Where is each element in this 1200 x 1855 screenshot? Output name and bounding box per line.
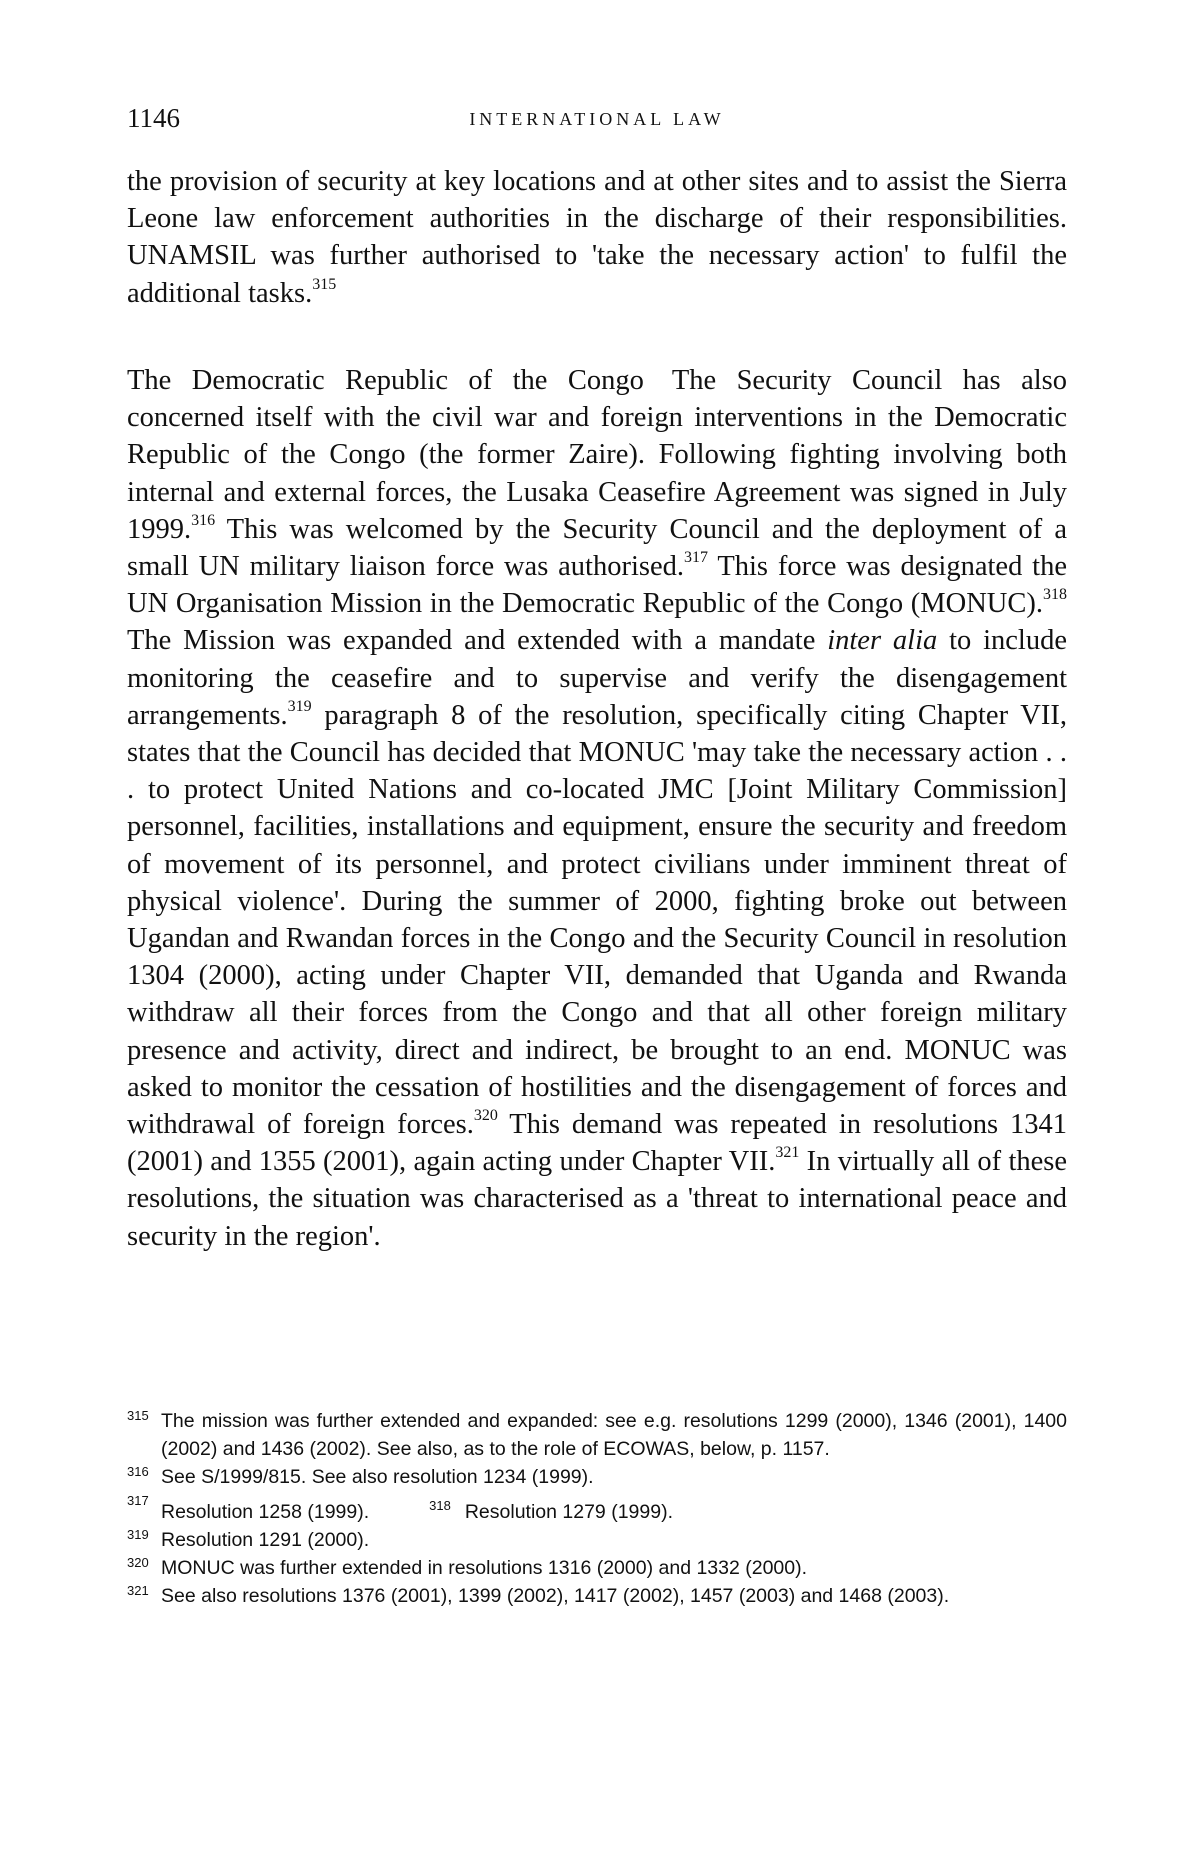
footnote-ref-315[interactable]: 315 (312, 275, 337, 293)
footnote-316 (127, 1463, 1067, 1491)
footnote-ref-320[interactable]: 320 (473, 1107, 498, 1125)
footnote-ref-316[interactable]: 316 (191, 511, 216, 529)
footnote-ref-321[interactable]: 321 (775, 1144, 800, 1162)
footnote-text: MONUC was further extended in resolutions 1316 (2000) and 1332 (2000). (161, 1557, 808, 1580)
footnote-text: Resolution 1291 (2000). (161, 1528, 370, 1551)
footnote-text: The mission was further extended and expanded: see e.g. resolutions 1299 (2000), 1346 (2001), 1400 (2002) and 1436 (2002). See also, as to the role of ECOWAS, below, p. 1157. (161, 1410, 1067, 1461)
paragraph-text: This demand was repeated in resolutions 1341 (2001) and 1355 (2001), again acting under Chapter VII. (127, 1109, 1067, 1178)
footnote-text: Resolution 1258 (1999). (161, 1500, 370, 1523)
running-title: INTERNATIONAL LAW (469, 109, 725, 129)
footnote-ref-319[interactable]: 319 (287, 697, 312, 715)
footnote-number: 316 (127, 1464, 149, 1480)
footnote-text: Resolution 1279 (1999). (464, 1500, 673, 1523)
paragraph-congo (127, 362, 1067, 1255)
footnote-ref-318[interactable]: 318 (1043, 586, 1067, 604)
footnotes-section (127, 1407, 1067, 1610)
paragraph-text: The Security Council has also concerned itself with the civil war and foreign interventions in the Democratic Republic of the Congo (the former Zaire). Following fighting involving both internal and external forces, the Lusaka Ceasefire Agreement was signed in July 1999. (127, 365, 1067, 545)
paragraph-text: In virtually all of these resolutions, the situation was characterised as a 'threat to international peace and security in the region'. (127, 1146, 1067, 1252)
paragraph-text: the provision of security at key locations and at other sites and to assist the Sierra Leone law enforcement authorities in the discharge of their responsibilities. UNAMSIL was further authorised to 'take the necessary action' to fulfil the additional tasks. (127, 166, 1067, 309)
section-run-in-heading: The Democratic Republic of the Congo (127, 365, 644, 396)
footnote-320 (127, 1554, 1067, 1582)
paragraph-unamsil (127, 163, 1067, 312)
footnote-number: 315 (127, 1408, 149, 1423)
footnote-number: 317 (127, 1492, 149, 1508)
paragraph-text: paragraph 8 of the resolution, specifically citing Chapter VII, states that the Council has decided that MONUC 'may take the necessary action . . . to protect United Nations and co-located JMC [Joint Military Commission] personnel, facilities, installations and equipment, ensure the security and freedom of movement of its personnel, and protect civilians under imminent threat of physical violence'. During the summer of 2000, fighting broke out between Ugandan and Rwandan forces in the Congo and the Security Council in resolution 1304 (2000), acting under Chapter VII, demanded that Uganda and Rwanda withdraw all their forces from the Congo and that all other foreign military presence and activity, direct and indirect, be brought to an end. MONUC was asked to monitor the cessation of hostilities and the disengagement of forces and withdrawal of foreign forces. (127, 699, 1067, 1141)
running-header (127, 103, 1067, 133)
paragraph-text: This force was designated the UN Organisation Mission in the Democratic Republic of the Congo (MONUC). (127, 551, 1067, 620)
footnote-number: 321 (127, 1583, 149, 1599)
paragraph-text: This was welcomed by the Security Council and the deployment of a small UN military liaison force was authorised. (127, 513, 1067, 583)
paragraph-text: to include monitoring the ceasefire and to supervise and verify the disengagement arrangements. (127, 625, 1067, 731)
italic-phrase: inter alia (827, 625, 938, 657)
footnote-319 (127, 1526, 1067, 1554)
footnote-number: 320 (127, 1555, 149, 1571)
footnote-321 (127, 1582, 1067, 1610)
footnote-317-318 (127, 1492, 1067, 1526)
page-number: 1146 (127, 103, 180, 133)
footnote-text: See S/1999/815. See also resolution 1234 (1999). (161, 1466, 594, 1489)
footnote-text: See also resolutions 1376 (2001), 1399 (2002), 1417 (2002), 1457 (2003) and 1468 (2003). (161, 1585, 950, 1608)
footnote-ref-317[interactable]: 317 (684, 549, 708, 567)
footnote-number: 319 (127, 1526, 149, 1542)
paragraph-text: The Mission was expanded and extended with a mandate (127, 625, 828, 657)
footnote-315 (127, 1407, 1067, 1463)
footnote-number: 318 (429, 1497, 451, 1513)
